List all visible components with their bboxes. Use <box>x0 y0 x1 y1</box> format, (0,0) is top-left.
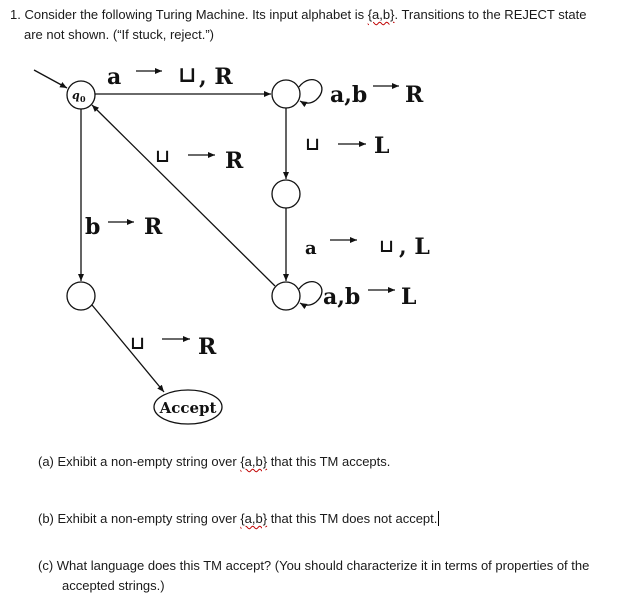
label-q0-top-read: a <box>107 64 122 90</box>
alphabet-term: {a,b} <box>240 454 268 469</box>
label-left-accept-move: R <box>198 334 217 360</box>
loop-top-right <box>299 80 322 103</box>
edge-left-to-accept <box>92 305 164 392</box>
alphabet-term: {a,b} <box>240 511 268 526</box>
state-q0 <box>67 81 95 109</box>
label-q0-left-read: b <box>85 214 101 240</box>
state-top-right <box>272 80 300 108</box>
start-arrow <box>34 70 67 88</box>
label-bottom-q0-read: ⊔ <box>155 146 171 167</box>
label-left-accept-read: ⊔ <box>130 333 146 354</box>
label-bottom-loop-move: L <box>401 284 417 310</box>
question-text-line2: are not shown. (“If stuck, reject.”) <box>24 27 215 42</box>
label-q0-top-move: , R <box>199 64 233 90</box>
question-text: 1. Consider the following Turing Machine. Its input alphabet is {a,b}. Transitions to the REJECT state are not shown. (“If stuck, reject.”) <box>10 5 610 45</box>
part-a: (a) Exhibit a non-empty string over {a,b} that this TM accepts. <box>38 454 391 469</box>
part-b[interactable]: (b) Exhibit a non-empty string over {a,b} that this TM does not accept. <box>38 511 438 526</box>
state-middle-right <box>272 180 300 208</box>
label-q0-top-write: ⊔ <box>178 62 197 88</box>
label-top-mid-read: ⊔ <box>305 134 321 155</box>
text-cursor <box>438 511 439 526</box>
loop-bottom-right <box>299 282 322 305</box>
svg-text:0: 0 <box>80 94 86 104</box>
label-bottom-q0-move: R <box>225 148 244 174</box>
label-top-mid-move: L <box>374 133 390 159</box>
label-top-loop-read: a,b <box>330 82 368 108</box>
state-bottom-right <box>272 282 300 310</box>
edge-bottom-to-q0 <box>92 105 275 286</box>
svg-text:Accept: Accept <box>159 399 217 417</box>
alphabet-term: {a,b} <box>367 7 395 22</box>
part-c: (c) What language does this TM accept? (You should characterize it in terms of properties of the accepted strings.) <box>38 558 590 593</box>
state-left <box>67 282 95 310</box>
state-accept <box>154 390 222 424</box>
label-q0-left-move: R <box>144 214 163 240</box>
svg-text:q: q <box>72 89 80 102</box>
label-mid-bottom-read: a <box>305 238 317 259</box>
label-bottom-loop-read: a,b <box>323 284 361 310</box>
label-top-loop-move: R <box>405 82 424 108</box>
label-mid-bottom-move: , L <box>399 234 430 260</box>
label-mid-bottom-write: ⊔ <box>379 236 395 257</box>
